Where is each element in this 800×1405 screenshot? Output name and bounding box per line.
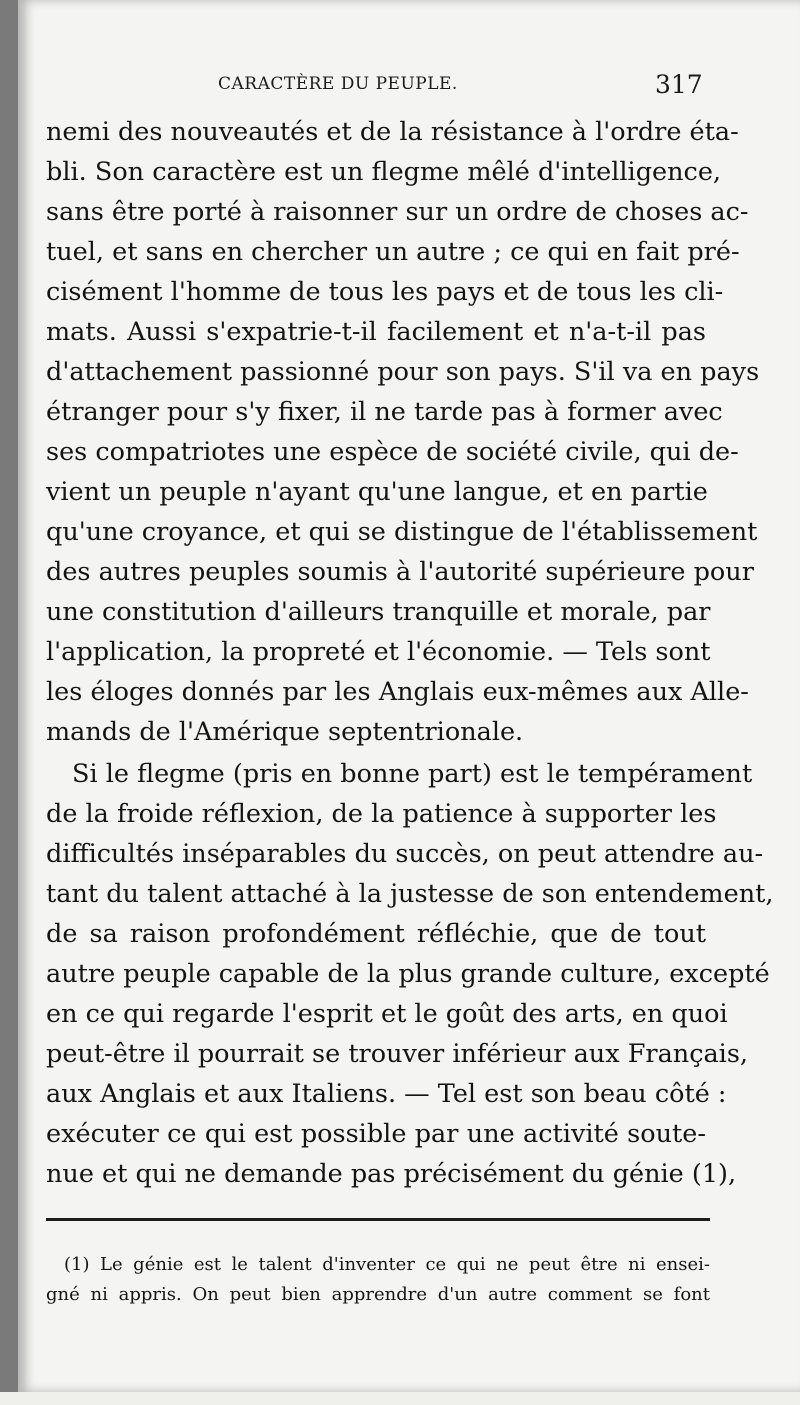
- footnote-rule: [46, 1218, 710, 1221]
- text-line: autre peuple capable de la plus grande culture, excepté: [46, 959, 770, 989]
- text-line: bli. Son caractère est un flegme mêlé d'intelligence,: [46, 157, 722, 187]
- text-line: exécuter ce qui est possible par une activité soute-: [46, 1119, 706, 1149]
- text-line: aux Anglais et aux Italiens. — Tel est son beau côté :: [46, 1079, 727, 1109]
- text-line: sans être porté à raisonner sur un ordre de choses ac-: [46, 197, 749, 227]
- text-line: l'application, la propreté et l'économie. — Tels sont: [46, 637, 711, 667]
- running-title: CARACTÈRE DU PEUPLE.: [218, 74, 458, 94]
- text-line: cisément l'homme de tous les pays et de tous les cli-: [46, 277, 724, 307]
- text-line: nue et qui ne demande pas précisément du génie (1),: [46, 1159, 737, 1189]
- text-line: de sa raison profondément réfléchie, que de tout: [46, 919, 706, 949]
- text-line: des autres peuples soumis à l'autorité supérieure pour: [46, 557, 754, 587]
- text-line: tant du talent attaché à la justesse de son entendement,: [46, 879, 774, 909]
- text-line: difficultés inséparables du succès, on peut attendre au-: [46, 839, 764, 869]
- text-line: nemi des nouveautés et de la résistance à l'ordre éta-: [46, 117, 739, 147]
- text-line: les éloges donnés par les Anglais eux-mêmes aux Alle-: [46, 677, 749, 707]
- text-line: mats. Aussi s'expatrie-t-il facilement et n'a-t-il pas: [46, 317, 706, 347]
- footnote-line: gné ni appris. On peut bien apprendre d'un autre comment se font: [46, 1284, 710, 1305]
- text-line: de la froide réflexion, de la patience à supporter les: [46, 799, 717, 829]
- text-line: une constitution d'ailleurs tranquille et morale, par: [46, 597, 711, 627]
- footnote-line: (1) Le génie est le talent d'inventer ce qui ne peut être ni ensei-: [64, 1254, 710, 1275]
- text-line: peut-être il pourrait se trouver inférieur aux Français,: [46, 1039, 749, 1069]
- page-edge: [0, 1392, 800, 1405]
- text-line: qu'une croyance, et qui se distingue de l'établissement: [46, 517, 758, 547]
- text-line: étranger pour s'y fixer, il ne tarde pas à former avec: [46, 397, 723, 427]
- text-line: mands de l'Amérique septentrionale.: [46, 717, 524, 747]
- text-line: ses compatriotes une espèce de société civile, qui de-: [46, 437, 739, 467]
- text-line: en ce qui regarde l'esprit et le goût des arts, en quoi: [46, 999, 728, 1029]
- text-line: d'attachement passionné pour son pays. S'il va en pays: [46, 357, 760, 387]
- text-line: tuel, et sans en chercher un autre ; ce qui en fait pré-: [46, 237, 740, 267]
- page-header: [0, 70, 800, 104]
- text-line: vient un peuple n'ayant qu'une langue, et en partie: [46, 477, 708, 507]
- page-number: 317: [655, 70, 703, 99]
- text-line: Si le flegme (pris en bonne part) est le tempérament: [72, 759, 753, 789]
